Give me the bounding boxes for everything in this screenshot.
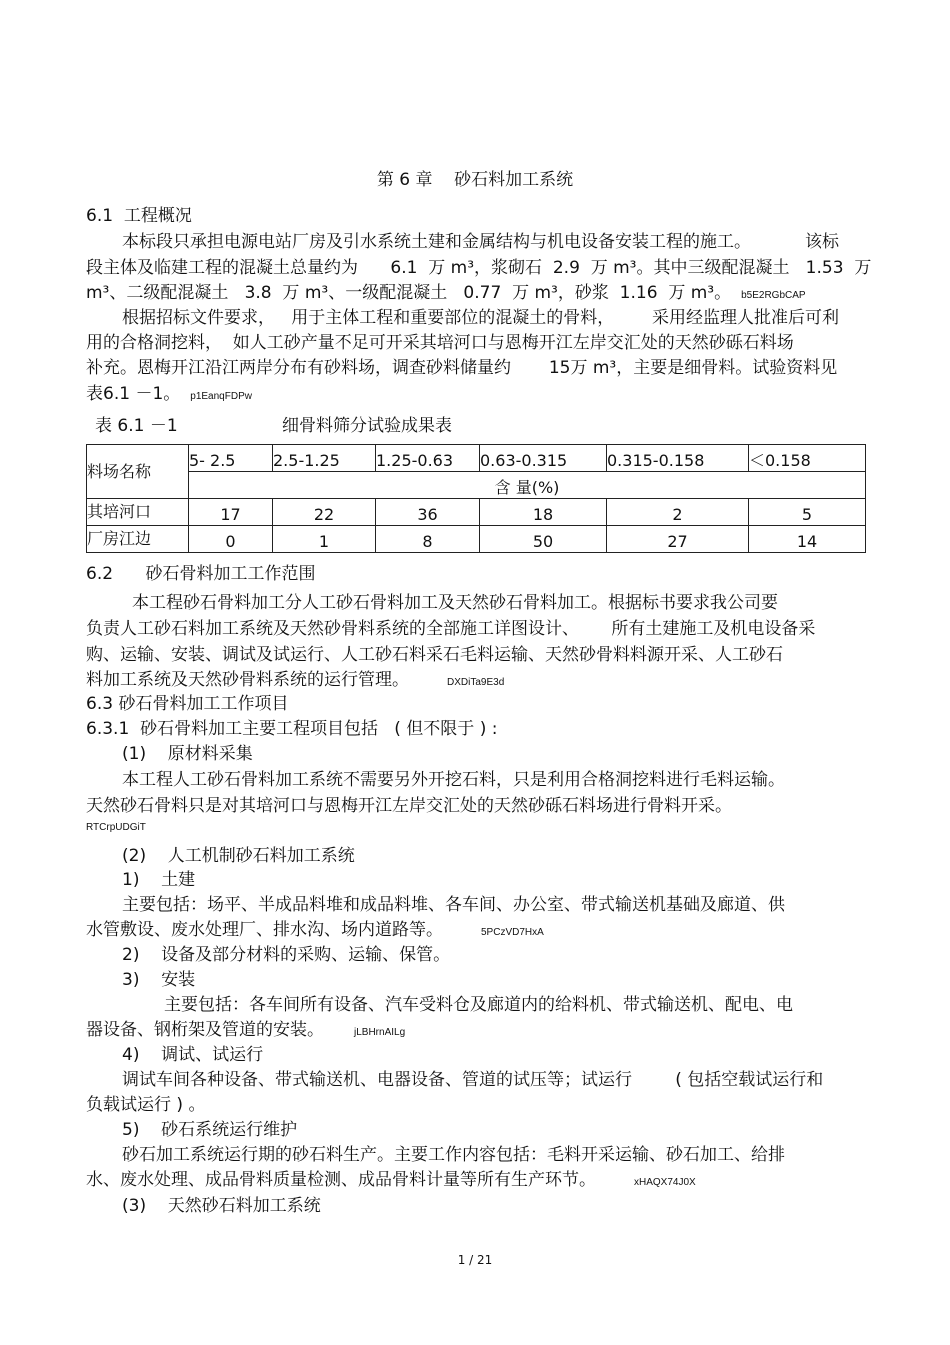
sieve-results-table (86, 444, 866, 553)
paragraph-line: 天然砂石骨料只是对其培河口与恩梅开江左岸交汇处的天然砂砾石料场进行骨料开采。 (86, 796, 732, 816)
table-caption-title: 细骨料筛分试验成果表 (282, 416, 452, 436)
header-cell: ＜0.158 (749, 445, 866, 472)
header-cell: 1.25-0.63 (376, 445, 480, 472)
paragraph-line: 根据招标文件要求， 用于主体工程和重要部位的混凝土的骨料， 采用经监理人批准后可利 (122, 308, 840, 328)
list-item: 2) 设备及部分材料的采购、运输、保管。 (122, 945, 451, 965)
table-row (87, 499, 866, 526)
doc-code: RTCrpUDGiT (86, 822, 146, 833)
value-cell: 18 (480, 499, 607, 526)
doc-code: DXDiTa9E3d (447, 677, 505, 688)
value-cell: 50 (480, 526, 607, 553)
doc-code: xHAQX74J0X (634, 1177, 696, 1188)
row-name-cell: 厂房江边 (87, 526, 189, 553)
paragraph-line: 水、废水处理、成品骨料质量检测、成品骨料计量等所有生产环节。 xHAQX74J0X (86, 1170, 696, 1190)
table-unit-row (87, 472, 866, 499)
paragraph-line: 料加工系统及天然砂骨料系统的运行管理。 DXDiTa9E3d (86, 670, 505, 690)
paragraph-line: 购、运输、安装、调试及试运行、人工砂石料采石毛料运输、天然砂骨料料源开采、人工砂石 (86, 645, 783, 665)
header-cell: 2.5-1.25 (273, 445, 376, 472)
header-cell: 5- 2.5 (189, 445, 273, 472)
value-cell: 36 (376, 499, 480, 526)
paragraph-line: 负载试运行 ) 。 (86, 1095, 206, 1115)
paragraph-line: 补充。恩梅开江沿江两岸分布有砂料场，调查砂料储量约 15万 m³，主要是细骨料。试验资料见 (86, 358, 838, 378)
list-item: (3) 天然砂石料加工系统 (122, 1196, 321, 1216)
header-cell: 0.315-0.158 (607, 445, 749, 472)
paragraph-line: m³、二级配混凝土 3.8 万 m³、一级配混凝土 0.77 万 m³，砂浆 1.16 万 m³。 b5E2RGbCAP (86, 283, 806, 303)
paragraph-line: 器设备、钢桁架及管道的安装。 jLBHrnAILg (86, 1020, 406, 1040)
doc-code: jLBHrnAILg (354, 1027, 406, 1038)
list-item: 1) 土建 (122, 870, 196, 890)
value-cell: 2 (607, 499, 749, 526)
doc-code: b5E2RGbCAP (741, 290, 806, 301)
doc-code: p1EanqFDPw (190, 391, 252, 402)
paragraph-line: 表6.1 －1。 p1EanqFDPw (86, 384, 252, 404)
section-heading-6-1: 6.1 工程概况 (86, 206, 192, 226)
value-cell: 0 (189, 526, 273, 553)
paragraph-line: 负责人工砂石料加工系统及天然砂骨料系统的全部施工详图设计、 所有土建施工及机电设备采 (86, 619, 816, 639)
list-item: (1) 原材料采集 (122, 744, 253, 764)
value-cell: 17 (189, 499, 273, 526)
table-caption-number: 表 6.1 －1 (95, 416, 178, 436)
subsection-heading-6-3-1: 6.3.1 砂石骨料加工主要工程项目包括 ( 但不限于 ) : (86, 719, 498, 739)
value-cell: 14 (749, 526, 866, 553)
paragraph-line: 砂石加工系统运行期的砂石料生产。主要工作内容包括：毛料开采运输、砂石加工、给排 (122, 1145, 785, 1165)
list-item: (2) 人工机制砂石料加工系统 (122, 846, 355, 866)
unit-label: 含 量(%) (189, 472, 866, 499)
header-cell: 0.63-0.315 (480, 445, 607, 472)
header-cell-name: 料场名称 (87, 445, 189, 499)
paragraph-line: 主要包括：各车间所有设备、汽车受料仓及廊道内的给料机、带式输送机、配电、电 (164, 995, 793, 1015)
paragraph-line: 本工程人工砂石骨料加工系统不需要另外开挖石料，只是利用合格洞挖料进行毛料运输。 (122, 770, 785, 790)
value-cell: 5 (749, 499, 866, 526)
page-number: 1 / 21 (457, 1253, 493, 1267)
list-item: 5) 砂石系统运行维护 (122, 1120, 298, 1140)
value-cell: 1 (273, 526, 376, 553)
paragraph-line: 用的合格洞挖料， 如人工砂产量不足可开采其培河口与恩梅开江左岸交汇处的天然砂砾石料场 (86, 333, 794, 353)
paragraph-line: 主要包括：场平、半成品料堆和成品料堆、各车间、办公室、带式输送机基础及廊道、供 (122, 895, 785, 915)
paragraph-line: 调试车间各种设备、带式输送机、电器设备、管道的试压等；试运行 ( 包括空载试运行和 (122, 1070, 824, 1090)
section-heading-6-3: 6.3 砂石骨料加工工作项目 (86, 694, 289, 714)
list-item: 4) 调试、试运行 (122, 1045, 264, 1065)
paragraph-line: 段主体及临建工程的混凝土总量约为 6.1 万 m³，浆砌石 2.9 万 m³。其中三级配混凝土 1.53 万 (86, 258, 872, 278)
paragraph-line: 本标段只承担电源电站厂房及引水系统土建和金属结构与机电设备安装工程的施工。 该标 (122, 232, 840, 252)
value-cell: 27 (607, 526, 749, 553)
section-heading-6-2: 6.2 砂石骨料加工工作范围 (86, 564, 316, 584)
table-header-row (87, 445, 866, 472)
chapter-title: 第 6 章 砂石料加工系统 (376, 170, 574, 190)
value-cell: 22 (273, 499, 376, 526)
row-name-cell: 其培河口 (87, 499, 189, 526)
doc-code: 5PCzVD7HxA (481, 927, 544, 938)
list-item: 3) 安装 (122, 970, 196, 990)
paragraph-line: 水管敷设、废水处理厂、排水沟、场内道路等。 5PCzVD7HxA (86, 920, 544, 940)
paragraph-line: 本工程砂石骨料加工分人工砂石骨料加工及天然砂石骨料加工。根据标书要求我公司要 (132, 593, 778, 613)
value-cell: 8 (376, 526, 480, 553)
table-row (87, 526, 866, 553)
